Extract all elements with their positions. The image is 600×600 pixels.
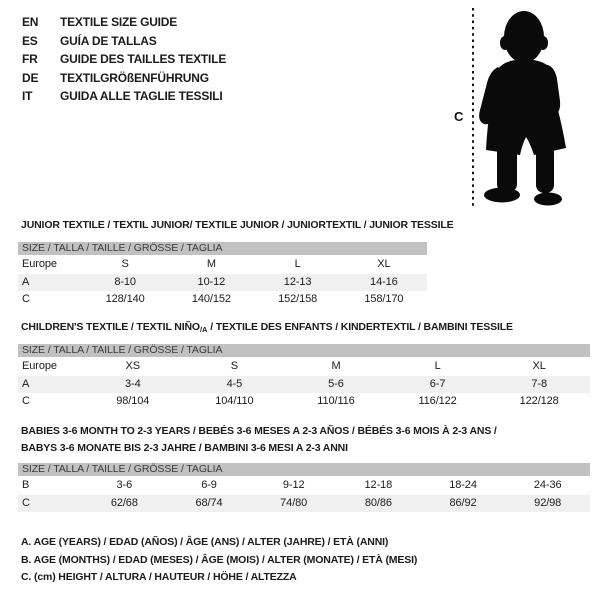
language-code: EN <box>22 15 39 29</box>
language-row <box>22 13 226 32</box>
value-cell: 6-9 <box>201 479 217 491</box>
value-cell: 98/104 <box>116 395 150 407</box>
value-cell: 10-12 <box>197 275 226 288</box>
value-cell: 110/116 <box>317 395 355 407</box>
value-cell: 12-18 <box>364 479 393 491</box>
value-cell: 62/68 <box>110 496 138 509</box>
value-cell: 12-13 <box>283 275 312 288</box>
table-row <box>18 358 590 376</box>
children-table-title <box>21 319 513 338</box>
language-code: ES <box>22 33 38 48</box>
table-row <box>18 376 590 394</box>
value-cell: 68/74 <box>195 496 223 509</box>
value-cell: 116/122 <box>418 395 457 407</box>
value-cell: 92/98 <box>534 496 562 509</box>
table-row <box>18 495 590 513</box>
row-label: Europe <box>22 360 57 372</box>
value-cell: 5-6 <box>328 377 344 390</box>
footnotes <box>21 534 417 587</box>
value-cell: 6-7 <box>429 377 446 390</box>
value-cell: 24-36 <box>533 479 562 491</box>
value-cell: 122/128 <box>519 395 559 407</box>
language-code: DE <box>22 70 39 85</box>
footnote-a: A. AGE (YEARS) / EDAD (AÑOS) / ÂGE (ANS) / ALTER (JAHRE) / ETÀ (ANNI) <box>21 536 389 548</box>
title-line: BABIES 3-6 MONTH TO 2-3 YEARS / BEBÉS 3-6 MESES A 2-3 AÑOS / BÉBÉS 3-6 MOIS À 2-3 ANS / <box>21 425 497 437</box>
size-cell: L <box>434 360 441 372</box>
guide-title: GUIDA ALLE TAGLIE TESSILI <box>60 89 223 103</box>
table-row <box>18 274 427 292</box>
row-label: B <box>22 479 30 491</box>
language-code: IT <box>22 89 33 103</box>
size-header-bar: SIZE / TALLA / TAILLE / GRÖSSE / TAGLIA <box>18 463 590 476</box>
table-row <box>18 393 590 411</box>
language-row <box>22 87 226 106</box>
row-label: C <box>22 496 30 509</box>
value-cell: 8-10 <box>114 275 136 288</box>
value-cell: 86/92 <box>449 496 477 509</box>
size-cell: M <box>206 258 216 270</box>
size-cell: XL <box>377 258 391 270</box>
guide-title: TEXTILE SIZE GUIDE <box>60 15 178 29</box>
size-header-bar: SIZE / TALLA / TAILLE / GRÖSSE / TAGLIA <box>18 242 427 255</box>
value-cell: 18-24 <box>449 479 477 491</box>
baby-silhouette-icon <box>479 11 566 206</box>
guide-title: GUÍA DE TALLAS <box>60 33 157 48</box>
title-text: CHILDREN'S TEXTILE / TEXTIL NIÑO <box>21 321 200 333</box>
value-cell: 80/86 <box>364 496 392 509</box>
language-row <box>22 69 226 88</box>
value-cell: 4-5 <box>226 377 243 390</box>
size-cell: XS <box>125 360 141 372</box>
title-line: BABYS 3-6 MONATE BIS 2-3 JAHRE / BAMBINI 3-6 MESI A 2-3 ANNI <box>21 442 348 454</box>
row-label: A <box>22 275 30 288</box>
size-header-bar: SIZE / TALLA / TAILLE / GRÖSSE / TAGLIA <box>18 344 590 357</box>
row-label: C <box>22 293 30 305</box>
guide-title: TEXTILGRÖßENFÜHRUNG <box>60 70 209 85</box>
value-cell: 9-12 <box>282 479 305 491</box>
babies-table-title <box>21 423 497 457</box>
table-row <box>18 291 427 309</box>
row-label: C <box>22 395 30 407</box>
size-cell: L <box>294 258 301 270</box>
table-row <box>18 256 427 274</box>
value-cell: 7-8 <box>531 377 547 390</box>
title-text: / TEXTILE DES ENFANTS / KINDERTEXTIL / BAMBINI TESSILE <box>207 321 513 333</box>
title-subscript: /A <box>199 325 208 334</box>
children-size-table <box>18 344 590 411</box>
language-code: FR <box>22 52 38 66</box>
row-label: A <box>22 377 30 390</box>
language-header <box>22 13 226 106</box>
footnote-b: B. AGE (MONTHS) / EDAD (MESES) / ÂGE (MOIS) / ALTER (MONATE) / ETÀ (MESI) <box>21 553 418 566</box>
value-cell: 128/140 <box>105 293 145 305</box>
value-cell: 152/158 <box>278 293 318 305</box>
row-label: Europe <box>22 258 57 270</box>
size-cell: M <box>331 360 341 372</box>
baby-silhouette-figure <box>452 5 600 210</box>
value-cell: 3-4 <box>124 377 141 390</box>
size-cell: XL <box>532 360 546 372</box>
height-label: C <box>454 109 464 124</box>
value-cell: 74/80 <box>280 496 308 509</box>
value-cell: 140/152 <box>191 293 231 305</box>
table-row <box>18 477 590 495</box>
language-row <box>22 50 226 69</box>
value-cell: 104/110 <box>215 395 254 407</box>
value-cell: 158/170 <box>364 293 404 305</box>
guide-title: GUIDE DES TAILLES TEXTILE <box>60 52 227 66</box>
size-cell: S <box>121 258 129 270</box>
babies-size-table <box>18 463 590 512</box>
junior-size-table <box>18 242 427 309</box>
junior-table-title: JUNIOR TEXTILE / TEXTIL JUNIOR/ TEXTILE JUNIOR / JUNIORTEXTIL / JUNIOR TESSILE <box>21 219 454 231</box>
footnote-c: C. (cm) HEIGHT / ALTURA / HAUTEUR / HÖHE / ALTEZZA <box>21 571 297 583</box>
language-row <box>22 32 226 51</box>
value-cell: 3-6 <box>116 479 133 491</box>
size-cell: S <box>230 360 239 372</box>
value-cell: 14-16 <box>370 275 398 288</box>
